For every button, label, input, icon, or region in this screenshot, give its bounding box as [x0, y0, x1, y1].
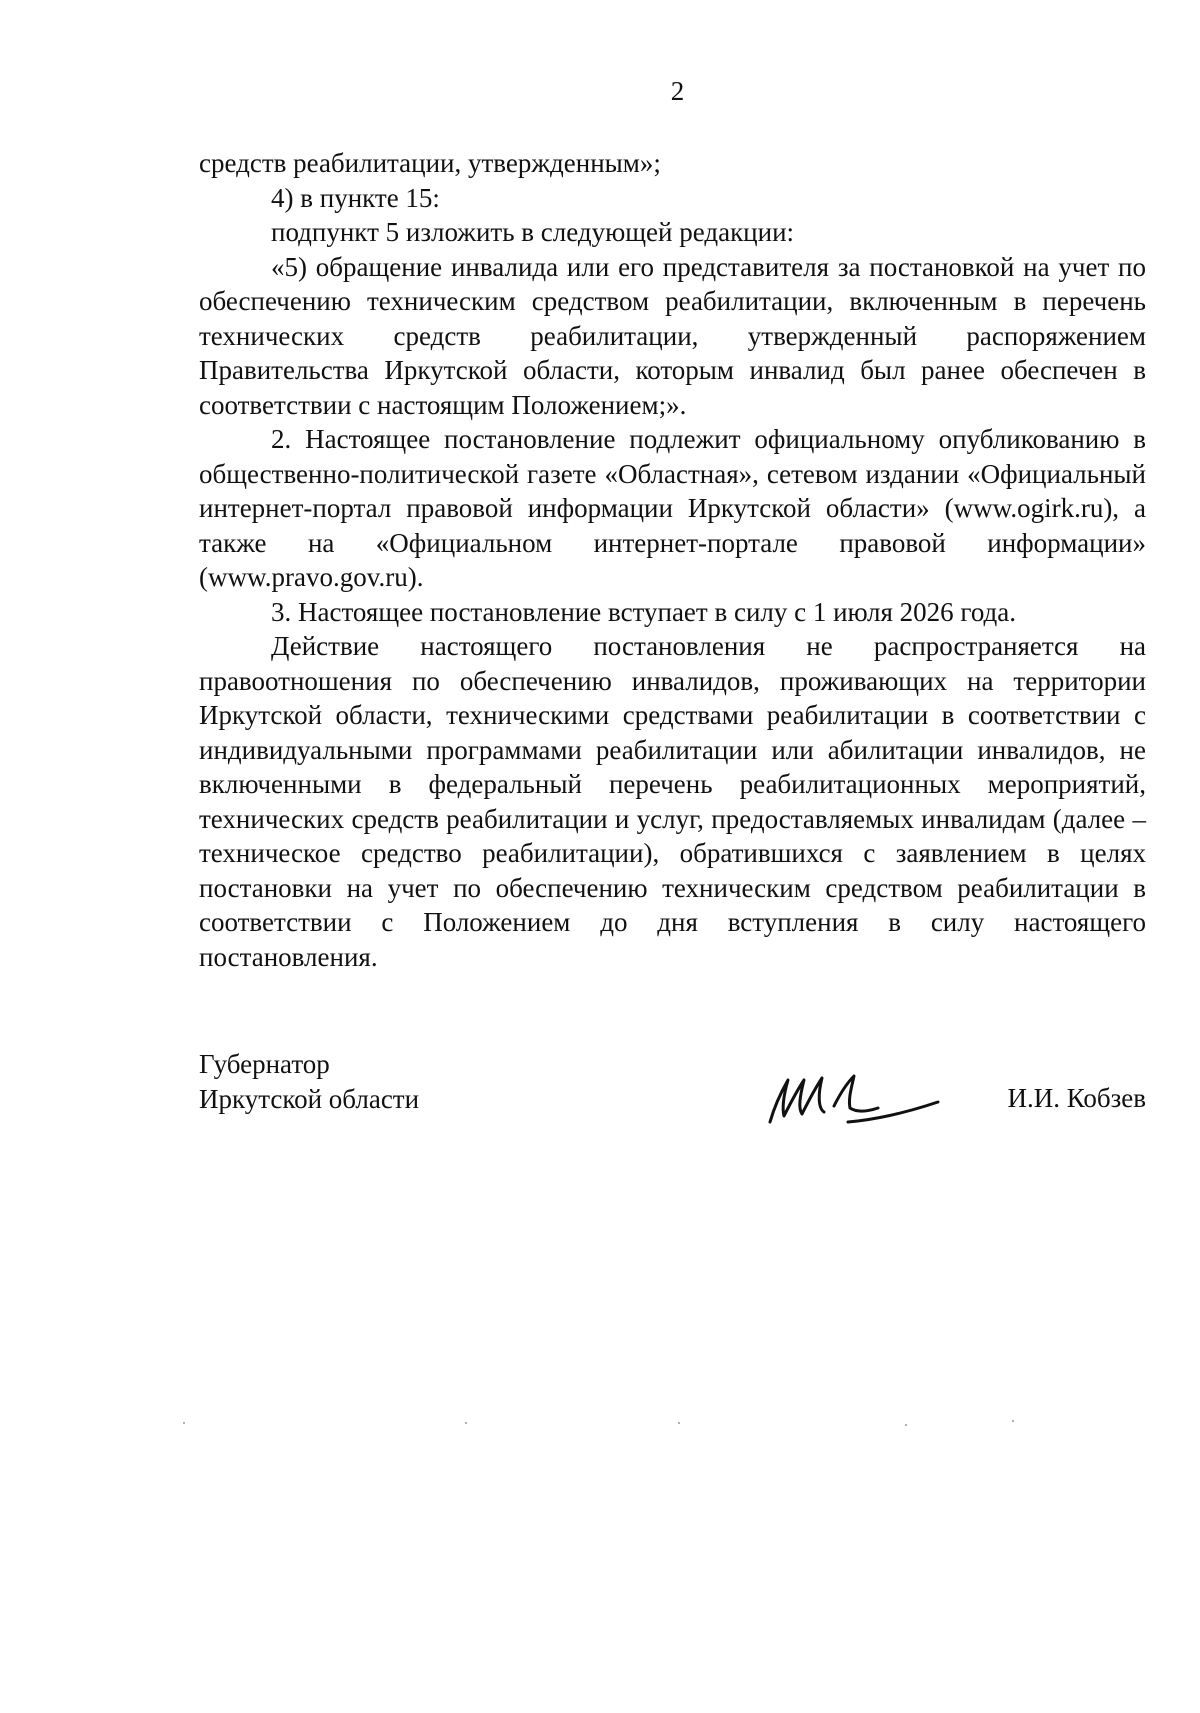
paragraph-point-3: 3. Настоящее постановление вступает в силу с 1 июля 2026 года.	[271, 596, 1017, 627]
paragraph-subitem-intro: подпункт 5 изложить в следующей редакции:	[271, 217, 795, 247]
signatory-position	[199, 1047, 419, 1116]
signatory-name: И.И. Кобзев	[1007, 1083, 1146, 1113]
signatory-title: Губернатор	[199, 1049, 330, 1079]
scan-speck	[905, 1424, 907, 1426]
scan-speck	[1012, 1420, 1014, 1422]
handwritten-signature	[762, 1050, 942, 1130]
scan-speck	[183, 1422, 185, 1424]
paragraph-continuation: средств реабилитации, утвержденным»;	[199, 148, 661, 178]
paragraph-point-2: 2. Настоящее постановление подлежит официальному опубликованию в общественно-политической газете «Областная», сетевом издании «Официальный интернет-портал правовой информации Иркутской области» (www.ogirk.ru), а также на «Официальном интернет-портале правовой информации» (www.pravo.gov.ru).	[199, 424, 1146, 592]
page-number: 2	[670, 76, 685, 106]
document-body	[199, 146, 1146, 974]
signatory-region: Иркутской области	[199, 1083, 420, 1114]
paragraph-item-4: 4) в пункте 15:	[271, 182, 440, 213]
paragraph-subitem-5: «5) обращение инвалида или его представителя за постановкой на учет по обеспечению техническим средством реабилитации, включенным в перечень технических средств реабилитации, утвержденный распоряжением Правительства Иркутской области, которым инвалид был ранее обеспечен в соответствии с настоящим Положением;».	[199, 251, 1146, 420]
paragraph-applicability: Действие настоящего постановления не распространяется на правоотношения по обеспечению инвалидов, проживающих на территории Иркутской области, техническими средствами реабилитации в соответствии с индивидуальными программами реабилитации или абилитации инвалидов, не включенными в федеральный перечень реабилитационных мероприятий, технических средств реабилитации и услуг, предоставляемых инвалидам (далее – техническое средство реабилитации), обратившихся с заявлением в целях постановки на учет по обеспечению техническим средством реабилитации в соответствии с Положением до дня вступления в силу настоящего постановления.	[199, 631, 1146, 972]
scan-speck	[678, 1422, 680, 1424]
scan-speck	[465, 1422, 467, 1424]
